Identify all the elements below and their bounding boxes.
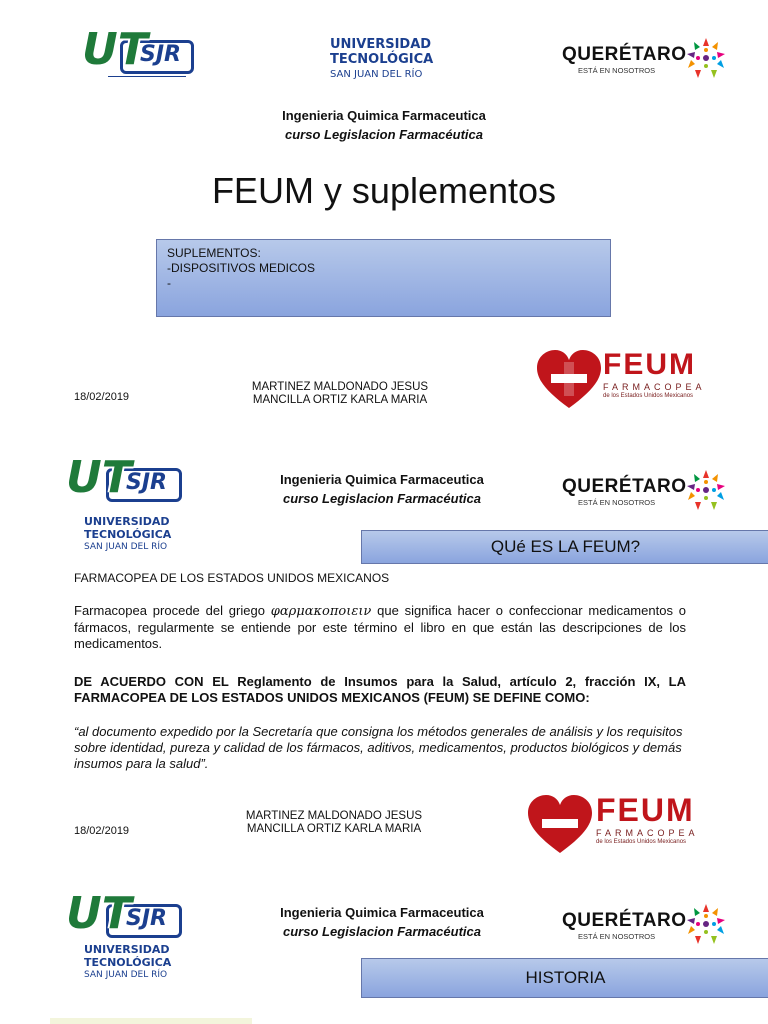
slide2-author-1: MARTINEZ MALDONADO JESUS: [245, 810, 423, 822]
queretaro-word: QUERÉTARO: [562, 44, 687, 65]
slide3-bottom-highlight: [50, 1018, 252, 1024]
utsjr-logo-2-sjr: SJR: [126, 470, 167, 495]
author-1: MARTINEZ MALDONADO JESUS: [251, 381, 429, 393]
feum-word-2: FEUM: [596, 792, 695, 828]
queretaro-logo: [562, 38, 732, 82]
univ3-line-1: UNIVERSIDAD: [84, 943, 170, 956]
para1-text-a: Farmacopea procede del griego: [74, 603, 271, 618]
utsjr-logo-sjr: SJR: [140, 42, 181, 67]
univ-line-3: SAN JUAN DEL RÍO: [330, 69, 423, 80]
slide2-course: curso Legislacion Farmacéutica: [283, 491, 481, 506]
slide3-banner: [361, 958, 768, 998]
feum-subtitle-2: FARMACOPEA: [596, 828, 699, 838]
feum-logo: [537, 348, 737, 412]
slide1-authors: [220, 381, 460, 407]
feum-word: FEUM: [603, 348, 696, 381]
queretaro-tagline-3: ESTÁ EN NOSOTROS: [578, 932, 656, 941]
univ-line-1: UNIVERSIDAD: [330, 37, 432, 52]
queretaro-logo-2: [562, 468, 732, 512]
queretaro-logo-3: [562, 902, 732, 946]
author-2: MANCILLA ORTIZ KARLA MARIA: [252, 394, 428, 406]
slide2-paragraph-2: DE ACUERDO CON EL Reglamento de Insumos para la Salud, artículo 2, fracción IX, LA FARMACOPEA DE LOS ESTADOS UNIDOS MEXICANOS (FEUM) SE DEFINE COMO:: [74, 674, 686, 705]
univ3-line-3: SAN JUAN DEL RÍO: [84, 970, 168, 980]
univ2-line-2: TECNOLÓGICA: [84, 528, 172, 541]
universidad-logo: [330, 37, 433, 82]
feum-subtitle: FARMACOPEA: [603, 382, 706, 392]
feum-heart-icon: [537, 348, 601, 412]
slide3-banner-text: HISTORIA: [525, 968, 606, 987]
slide2-authors: [214, 810, 454, 836]
slide2-quote: “al documento expedido por la Secretaría que consigna los métodos generales de análisis y los requisitos sobre identidad, pureza y calidad de los fármacos, aditivos, medicamentos, productos biológicos y demás insumos para la salud”.: [74, 724, 683, 771]
para1-text-b: que significa hacer o confeccionar medicamentos o fármacos, regularmente se entiende por este término el libro en que están las descripciones de los medicamentos.: [74, 603, 686, 651]
univ3-line-2: TECNOLÓGICA: [84, 956, 172, 969]
box-line-1: SUPLEMENTOS:: [167, 246, 261, 260]
utsjr-logo-3-ut: UT: [66, 888, 132, 939]
queretaro-flower-icon-2: [684, 468, 728, 514]
utsjr-logo-underline: [108, 76, 186, 77]
slide2-date: 18/02/2019: [74, 825, 130, 837]
queretaro-word-2: QUERÉTARO: [562, 476, 687, 497]
utsjr-logo-3: [66, 888, 182, 942]
slide1-supplements-box: [156, 239, 611, 317]
slide2-paragraph-1: [74, 603, 686, 652]
utsjr-logo-ut: UT: [82, 24, 148, 75]
queretaro-word-3: QUERÉTARO: [562, 910, 687, 931]
feum-tagline-2: de los Estados Unidos Mexicanos: [596, 839, 687, 845]
feum-tagline: de los Estados Unidos Mexicanos: [603, 393, 694, 399]
queretaro-flower-icon: [684, 36, 728, 82]
para1-greek: φαρμακοποιειν: [270, 604, 372, 619]
universidad-logo-2: [84, 515, 171, 554]
utsjr-logo-3-sjr: SJR: [126, 906, 167, 931]
slide1-course: curso Legislacion Farmacéutica: [285, 127, 483, 142]
utsjr-logo-2-ut: UT: [66, 452, 132, 503]
feum-heart-icon-2: [528, 792, 592, 858]
slide2-banner: [361, 530, 768, 564]
utsjr-logo-2: [66, 452, 182, 506]
box-line-2: -DISPOSITIVOS MEDICOS: [167, 261, 316, 275]
slide2-program: Ingenieria Quimica Farmaceutica: [280, 472, 484, 487]
queretaro-tagline: ESTÁ EN NOSOTROS: [578, 66, 656, 75]
univ2-line-1: UNIVERSIDAD: [84, 515, 170, 528]
slide2-banner-text: QUé ES LA FEUM?: [490, 537, 641, 556]
box-line-3: -: [167, 276, 171, 290]
slide1-title: FEUM y suplementos: [211, 170, 557, 211]
slide2-author-2: MANCILLA ORTIZ KARLA MARIA: [246, 823, 422, 835]
slide3-course: curso Legislacion Farmacéutica: [283, 924, 481, 939]
slide2-heading: FARMACOPEA DE LOS ESTADOS UNIDOS MEXICANOS: [74, 571, 390, 585]
utsjr-logo: [82, 24, 194, 78]
slide3-program: Ingenieria Quimica Farmaceutica: [280, 905, 484, 920]
slide1-date: 18/02/2019: [74, 391, 130, 403]
univ2-line-3: SAN JUAN DEL RÍO: [84, 542, 168, 552]
universidad-logo-3: [84, 943, 171, 982]
univ-line-2: TECNOLÓGICA: [330, 52, 434, 67]
feum-logo-2: [528, 792, 738, 858]
slide1-program: Ingenieria Quimica Farmaceutica: [282, 108, 486, 123]
queretaro-flower-icon-3: [684, 902, 728, 948]
queretaro-tagline-2: ESTÁ EN NOSOTROS: [578, 498, 656, 507]
